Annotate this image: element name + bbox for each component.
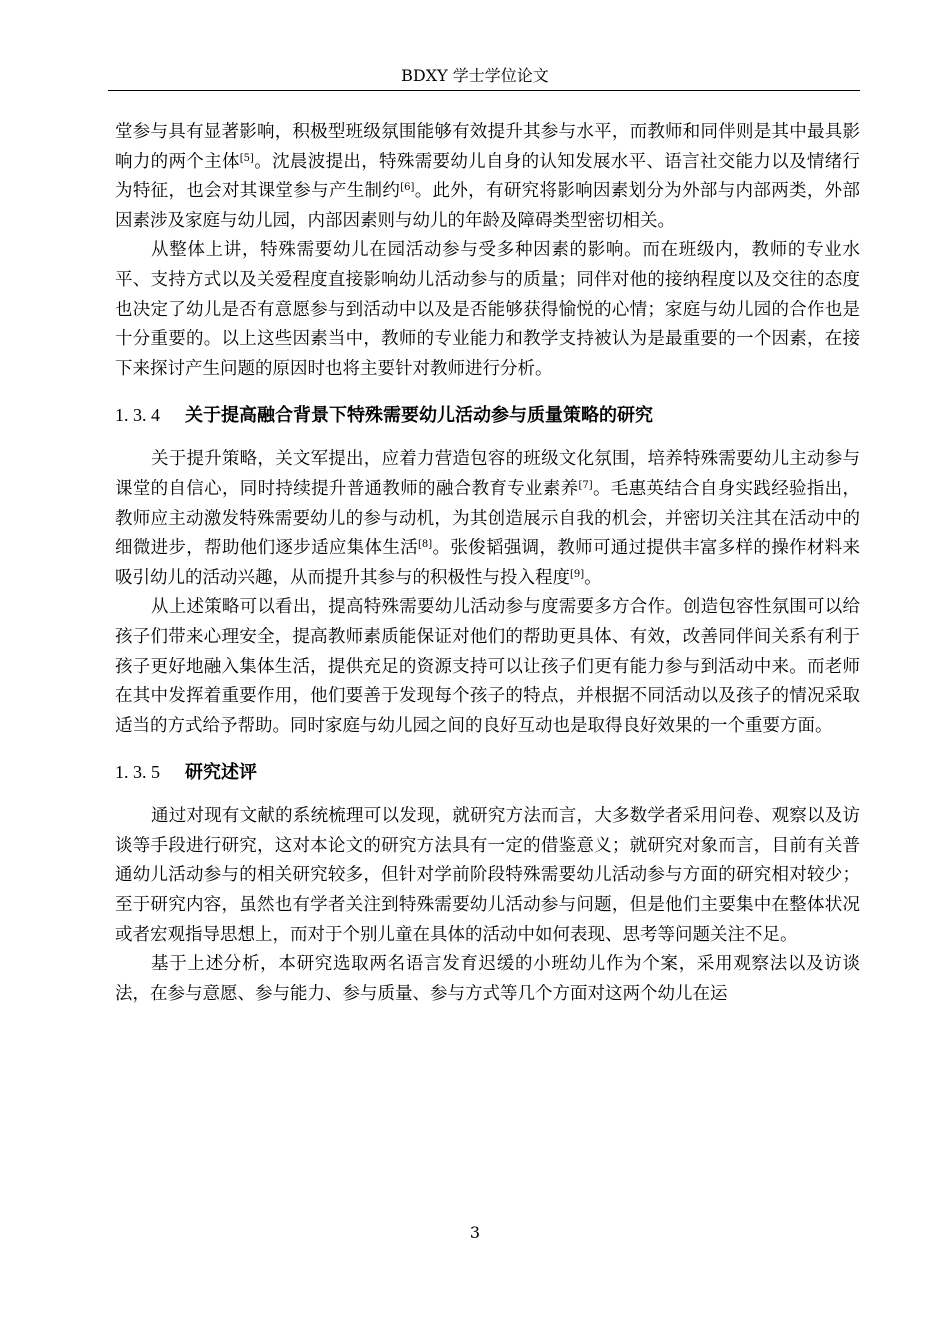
header-rule <box>108 90 860 91</box>
section-heading-1-3-5 <box>115 759 860 786</box>
citation-8: [8] <box>418 539 433 551</box>
citation-9: [9] <box>570 568 585 580</box>
paragraph-research-design: 基于上述分析，本研究选取两名语言发育迟缓的小班幼儿作为个案，采用观察法以及访谈法，在参与意愿、参与能力、参与质量、参与方式等几个方面对这两个幼儿在运 <box>115 954 860 1004</box>
page-number: 3 <box>469 1223 481 1242</box>
section-number: 1. 3. 4 <box>115 405 160 426</box>
paragraph-influence-factors: 堂参与具有显著影响，积极型班级氛围能够有效提升其参与水平，而教师和同伴则是其中最具影响力的两个主体[5]。沈晨波提出，特殊需要幼儿自身的认知发展水平、语言社交能力以及情绪行为特征，也会对其课堂参与产生制约[6]。此外，有研究将影响因素划分为外部与内部两类，外部因素涉及家庭与幼儿园，内部因素则与幼儿的年龄及障碍类型密切相关。 <box>115 122 861 231</box>
section-title: 研究述评 <box>185 762 257 784</box>
citation-6: [6] <box>400 182 415 194</box>
paragraph-influence-summary: 从整体上讲，特殊需要幼儿在园活动参与受多种因素的影响。而在班级内，教师的专业水平、支持方式以及关爱程度直接影响幼儿活动参与的质量；同伴对他的接纳程度以及交往的态度也决定了幼儿是否有意愿参与到活动中以及是否能够获得愉悦的心情；家庭与幼儿园的合作也是十分重要的。以上这些因素当中，教师的专业能力和教学支持被认为是最重要的一个因素，在接下来探讨产生问题的原因时也将主要针对教师进行分析。 <box>115 240 860 379</box>
section-heading-1-3-4 <box>115 402 860 429</box>
running-header: BDXY 学士学位论文 <box>401 66 549 85</box>
paragraph-strategies: 关于提升策略，关文军提出，应着力营造包容的班级文化氛围，培养特殊需要幼儿主动参与课堂的自信心，同时持续提升普通教师的融合教育专业素养[7]。毛惠英结合自身实践经验指出，教师应主动激发特殊需要幼儿的参与动机，为其创造展示自我的机会，并密切关注其在活动中的细微进步，帮助他们逐步适应集体生活[8]。张俊韬强调，教师可通过提供丰富多样的操作材料来吸引幼儿的活动兴趣，从而提升其参与的积极性与投入程度[9]。 <box>115 449 861 588</box>
section-title: 关于提高融合背景下特殊需要幼儿活动参与质量策略的研究 <box>185 405 653 427</box>
citation-5: [5] <box>239 152 254 164</box>
paragraph-strategies-summary: 从上述策略可以看出，提高特殊需要幼儿活动参与度需要多方合作。创造包容性氛围可以给孩子们带来心理安全，提高教师素质能保证对他们的帮助更具体、有效，改善同伴间关系有利于孩子更好地融入集体生活，提供充足的资源支持可以让孩子们更有能力参与到活动中来。而老师在其中发挥着重要作用，他们要善于发现每个孩子的特点，并根据不同活动以及孩子的情况采取适当的方式给予帮助。同时家庭与幼儿园之间的良好互动也是取得良好效果的一个重要方面。 <box>115 597 860 736</box>
page-body <box>115 118 860 1009</box>
citation-7: [7] <box>578 479 593 491</box>
section-number: 1. 3. 5 <box>115 762 160 783</box>
paragraph-review: 通过对现有文献的系统梳理可以发现，就研究方法而言，大多数学者采用问卷、观察以及访谈等手段进行研究，这对本论文的研究方法具有一定的借鉴意义；就研究对象而言，目前有关普通幼儿活动参与的相关研究较多，但针对学前阶段特殊需要幼儿活动参与方面的研究相对较少；至于研究内容，虽然也有学者关注到特殊需要幼儿活动参与问题，但是他们主要集中在整体状况或者宏观指导思想上，而对于个别儿童在具体的活动中如何表现、思考等问题关注不足。 <box>115 806 860 945</box>
